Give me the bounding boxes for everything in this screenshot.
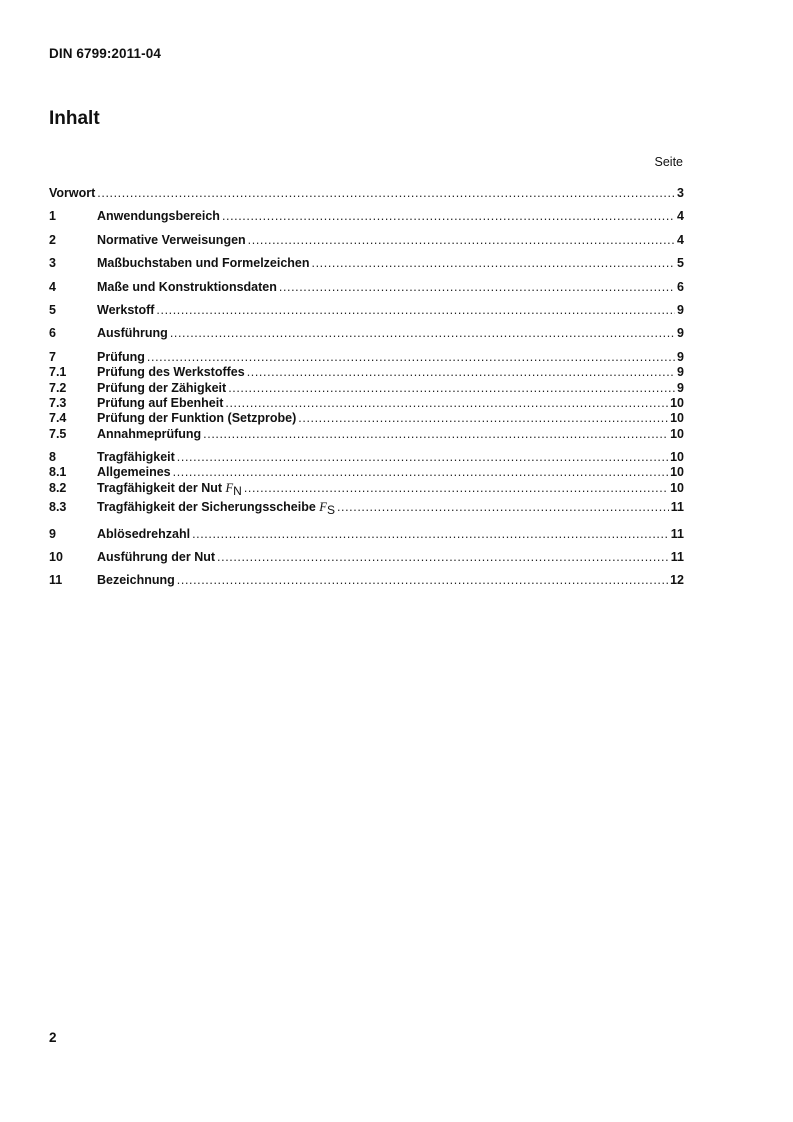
toc-entry-11[interactable] [49, 573, 684, 588]
dot-leader [298, 411, 668, 426]
dot-leader [156, 303, 675, 318]
toc-entry-number: 6 [49, 326, 56, 341]
toc-entry-title: Ausführung der Nut [97, 550, 216, 565]
toc-entry-page: 3 [677, 186, 684, 200]
toc-entry-number: 7 [49, 349, 56, 364]
toc-entry-number: 9 [49, 526, 56, 541]
toc-entry-title: Bezeichnung [97, 573, 175, 588]
toc-entry-title: Maße und Konstruktionsdaten [97, 279, 277, 294]
toc-entry-7-4[interactable] [49, 411, 684, 426]
toc-entry-page: 10 [670, 480, 684, 495]
toc-entry-8-3[interactable] [49, 500, 684, 518]
toc-entry-7-1[interactable] [49, 365, 684, 380]
toc-entry-page: 6 [677, 279, 684, 294]
dot-leader [248, 233, 675, 248]
dot-leader [337, 500, 669, 515]
toc-entry-7-2[interactable] [49, 381, 684, 396]
toc-entry-7-3[interactable] [49, 396, 684, 411]
dot-leader [147, 350, 675, 365]
toc-entry-page: 11 [670, 526, 684, 541]
toc-entry-page: 11 [670, 550, 684, 565]
toc-entry-page: 9 [677, 349, 684, 364]
dot-leader [217, 550, 669, 565]
page-number: 2 [49, 1030, 57, 1045]
toc-entry-number: 8.1 [49, 465, 67, 480]
toc-entry-4[interactable] [49, 280, 684, 295]
dot-leader [312, 256, 676, 271]
toc-entry-title: Prüfung auf Ebenheit [97, 395, 224, 410]
toc-entry-title: Normative Verweisungen [97, 232, 246, 247]
toc-entry-page: 4 [677, 232, 684, 247]
dot-leader [177, 573, 668, 588]
toc-entry-title: Prüfung der Zähigkeit [97, 380, 227, 395]
page-column-label: Seite [654, 155, 683, 169]
toc-entry-page: 12 [670, 573, 684, 588]
toc-entry-number: 10 [49, 550, 63, 565]
toc-entry-title: Prüfung des Werkstoffes [97, 365, 245, 380]
formula-subscript: S [326, 503, 335, 518]
toc-entry-title: Tragfähigkeit [97, 450, 175, 465]
toc-entry-6[interactable] [49, 326, 684, 341]
dot-leader [97, 186, 675, 201]
toc-entry-number: 7.1 [49, 365, 67, 380]
toc-entry-7[interactable] [49, 350, 684, 365]
dot-leader [222, 209, 675, 224]
formula-symbol: F [225, 480, 234, 495]
toc-entry-number: 1 [49, 209, 56, 224]
dot-leader [244, 481, 668, 496]
document-id: DIN 6799:2011-04 [49, 46, 161, 61]
formula-symbol: F [319, 500, 327, 515]
toc-entry-page: 5 [677, 256, 684, 271]
toc-entry-number: 5 [49, 302, 56, 317]
toc-entry-number: 3 [49, 256, 56, 271]
dot-leader [192, 527, 669, 542]
dot-leader [203, 427, 668, 442]
page-title: Inhalt [49, 108, 100, 129]
toc-entry-page: 10 [670, 465, 684, 480]
toc-entry-1[interactable] [49, 209, 684, 224]
toc-entry-page: 9 [677, 365, 684, 380]
toc-entry-number: 8 [49, 450, 56, 465]
toc-entry-8-1[interactable] [49, 465, 684, 480]
toc-entry-number: 7.5 [49, 426, 67, 441]
toc-entry-title: Tragfähigkeit der Nut FN [97, 480, 242, 498]
toc-entry-page: 4 [677, 209, 684, 224]
dot-leader [279, 280, 675, 295]
toc-entry-vorwort[interactable] [49, 186, 684, 201]
toc-entry-9[interactable] [49, 527, 684, 542]
toc-entry-page: 9 [677, 326, 684, 341]
dot-leader [225, 396, 668, 411]
toc-entry-title: Allgemeines [97, 465, 171, 480]
toc-entry-page: 10 [670, 395, 684, 410]
dot-leader [228, 381, 675, 396]
toc-entry-number: 7.2 [49, 380, 67, 395]
toc-entry-number: 8.2 [49, 480, 67, 495]
toc-entry-title: Ablösedrehzahl [97, 526, 191, 541]
toc-entry-number: 8.3 [49, 500, 67, 515]
table-of-contents [49, 186, 684, 589]
toc-entry-page: 9 [677, 302, 684, 317]
toc-entry-2[interactable] [49, 233, 684, 248]
dot-leader [173, 465, 668, 480]
toc-entry-7-5[interactable] [49, 427, 684, 442]
toc-entry-page: 10 [670, 450, 684, 465]
toc-entry-page: 9 [677, 380, 684, 395]
toc-entry-page: 10 [670, 411, 684, 426]
toc-entry-8-2[interactable] [49, 481, 684, 496]
toc-entry-number: 4 [49, 279, 56, 294]
toc-entry-title: Anwendungsbereich [97, 209, 220, 224]
toc-entry-title: Prüfung der Funktion (Setzprobe) [97, 411, 297, 426]
toc-entry-title: Prüfung [97, 349, 145, 364]
toc-entry-title: Tragfähigkeit der Sicherungsscheibe FS [97, 500, 335, 518]
toc-entry-page: 10 [670, 426, 684, 441]
toc-entry-title: Annahmeprüfung [97, 426, 202, 441]
toc-entry-title: Vorwort [49, 186, 96, 200]
formula-subscript: N [233, 483, 242, 498]
toc-entry-5[interactable] [49, 303, 684, 318]
dot-leader [170, 326, 675, 341]
dot-leader [247, 365, 675, 380]
toc-entry-3[interactable] [49, 256, 684, 271]
toc-entry-title: Ausführung [97, 326, 168, 341]
toc-entry-number: 7.4 [49, 411, 67, 426]
toc-entry-number: 7.3 [49, 395, 67, 410]
toc-entry-page: 11 [670, 500, 684, 515]
toc-entry-number: 2 [49, 232, 56, 247]
toc-entry-8[interactable] [49, 450, 684, 465]
toc-entry-title: Werkstoff [97, 302, 155, 317]
dot-leader [177, 450, 668, 465]
toc-entry-10[interactable] [49, 550, 684, 565]
toc-entry-title: Maßbuchstaben und Formelzeichen [97, 256, 310, 271]
toc-entry-number: 11 [49, 573, 63, 588]
